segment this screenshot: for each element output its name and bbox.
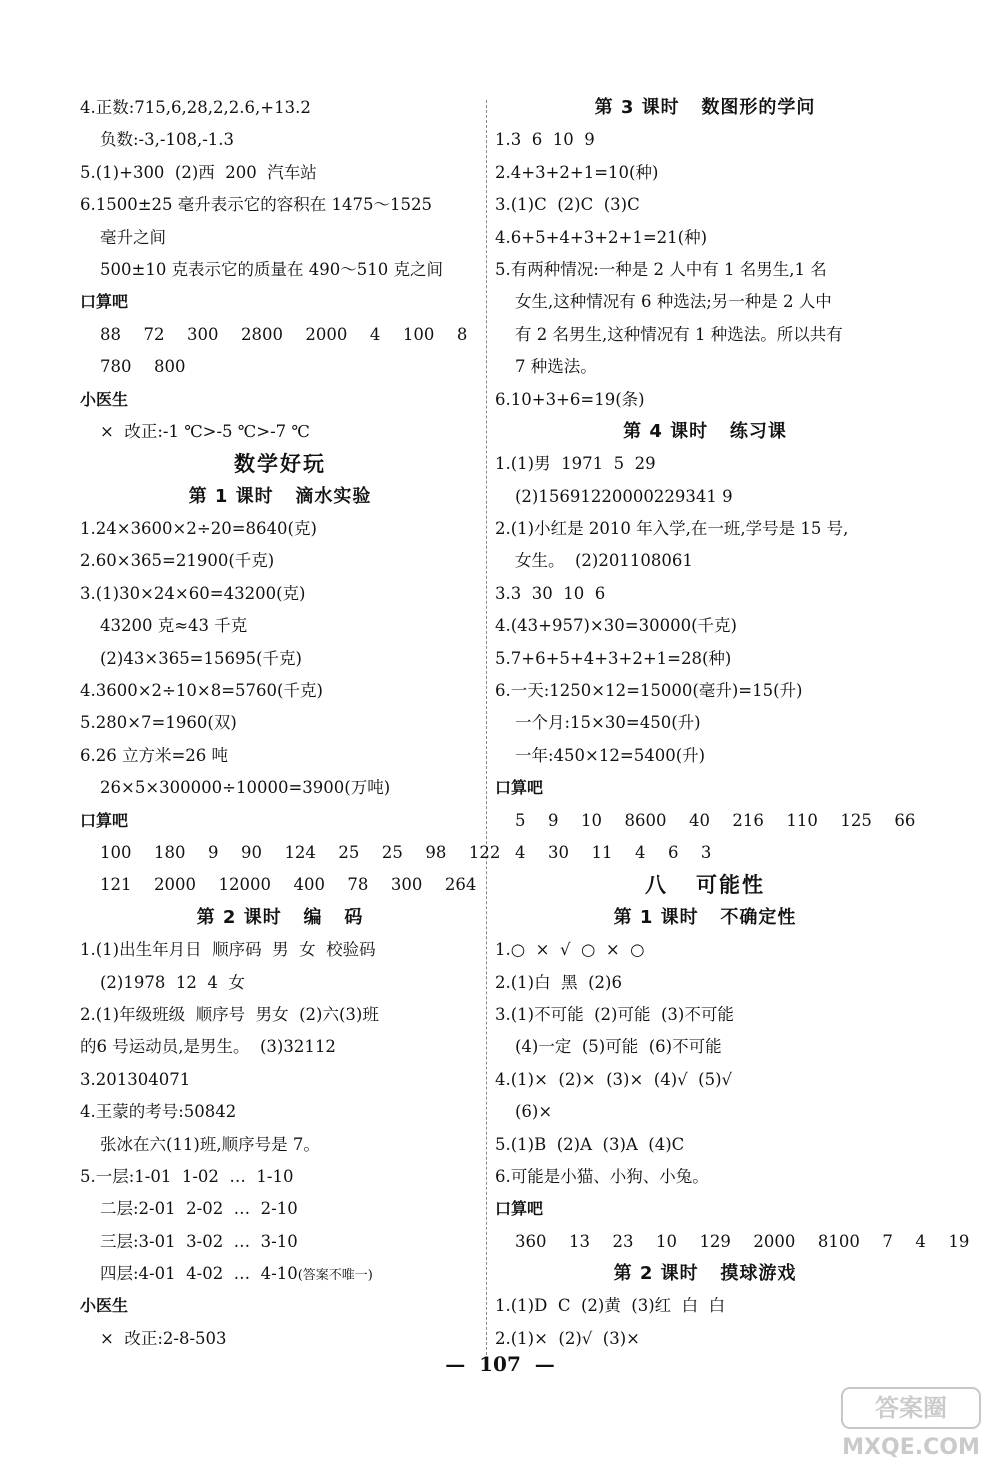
answer-line: (4)一定 (5)可能 (6)不可能 [515, 1037, 722, 1057]
answer-numbers: 360 13 23 10 129 2000 8100 7 4 19 [515, 1231, 970, 1251]
answer-line: 一个月:15×30=450(升) [515, 713, 701, 733]
answer-line: 2.60×365=21900(千克) [80, 551, 275, 571]
answer-numbers: 780 800 [100, 357, 186, 377]
answer-line: 4.(43+957)×30=30000(千克) [495, 616, 737, 636]
unit-title: 八 可能性 [645, 873, 765, 898]
answer-line: 6.可能是小猫、小狗、小兔。 [495, 1166, 709, 1186]
lesson-title: 第 2 课时 摸球游戏 [613, 1263, 797, 1285]
answer-line: (2)43×365=15695(千克) [100, 648, 302, 668]
answer-line: 2.(1)小红是 2010 年入学,在一班,学号是 15 号, [495, 519, 849, 539]
answer-numbers: 88 72 300 2800 2000 4 100 8 [100, 324, 468, 344]
answer-line: 500±10 克表示它的质量在 490～510 克之间 [100, 259, 444, 279]
page-number: — 107 — [445, 1352, 555, 1376]
section-label-mental-math: 口算吧 [495, 1199, 544, 1219]
answer-line: 6.一天:1250×12=15000(毫升)=15(升) [495, 681, 803, 701]
answer-line: 1.(1)D C (2)黄 (3)红 白 白 [495, 1296, 726, 1316]
answer-text: 四层:4-01 4-02 … 4-10 [100, 1264, 298, 1284]
answer-line: 1.3 6 10 9 [495, 130, 595, 150]
answer-line: 4.王蒙的考号:50842 [80, 1102, 237, 1122]
section-label-little-doctor: 小医生 [80, 389, 129, 409]
answer-line: 有 2 名男生,这种情况有 1 种选法。所以共有 [515, 324, 843, 344]
answer-line: 4.正数:715,6,28,2,2.6,+13.2 [80, 98, 311, 117]
answer-line: 6.1500±25 毫升表示它的容积在 1475～1525 [80, 195, 433, 215]
section-label-mental-math: 口算吧 [80, 292, 129, 312]
answer-line: 女生。 (2)201108061 [515, 551, 693, 571]
answer-line: (2)15691220000229341 9 [515, 486, 733, 506]
lesson-title: 第 4 课时 练习课 [623, 420, 787, 442]
section-label-mental-math: 口算吧 [495, 778, 544, 798]
answer-line: 3.3 30 10 6 [495, 583, 606, 603]
answer-line: 1.○ × √ ○ × ○ [495, 940, 645, 960]
answer-line: 负数:-3,-108,-1.3 [100, 130, 235, 150]
column-divider [486, 100, 487, 1370]
answer-line: 三层:3-01 3-02 … 3-10 [100, 1231, 298, 1251]
answer-numbers: 121 2000 12000 400 78 300 264 [100, 875, 477, 895]
answer-line [80, 1258, 480, 1290]
answer-line: 1.24×3600×2÷20=8640(克) [80, 519, 317, 539]
answer-line: 女生,这种情况有 6 种选法;另一种是 2 人中 [515, 292, 832, 312]
answer-line: × 改正:2-8-503 [100, 1328, 227, 1348]
section-label-mental-math: 口算吧 [80, 810, 129, 830]
answer-numbers: 100 180 9 90 124 25 25 98 122 [100, 842, 501, 862]
answer-line: 1.(1)男 1971 5 29 [495, 454, 656, 474]
answer-line: 5.有两种情况:一种是 2 人中有 1 名男生,1 名 [495, 259, 827, 279]
answer-numbers: 4 30 11 4 6 3 [515, 842, 712, 862]
answer-note: (答案不唯一) [297, 1268, 373, 1284]
answer-line: 4.6+5+4+3+2+1=21(种) [495, 227, 708, 247]
lesson-title: 第 2 课时 编 码 [196, 906, 364, 928]
answer-line: 6.10+3+6=19(条) [495, 389, 645, 409]
answer-line: 的6 号运动员,是男生。 (3)32112 [80, 1037, 336, 1057]
answer-line: 5.7+6+5+4+3+2+1=28(种) [495, 648, 732, 668]
section-label-little-doctor: 小医生 [80, 1296, 129, 1316]
answer-line: (2)1978 12 4 女 [100, 972, 245, 992]
answer-line: 3.(1)不可能 (2)可能 (3)不可能 [495, 1004, 734, 1024]
answer-line: 毫升之间 [100, 227, 166, 247]
answer-line: 4.3600×2÷10×8=5760(千克) [80, 681, 323, 701]
answer-line: 6.26 立方米=26 吨 [80, 745, 229, 765]
answer-line: 3.(1)30×24×60=43200(克) [80, 583, 306, 603]
answer-line: 7 种选法。 [515, 357, 597, 377]
left-column [80, 92, 501, 1355]
answer-line: 3.(1)C (2)C (3)C [495, 195, 640, 215]
answer-line: × 改正:-1 ℃>-5 ℃>-7 ℃ [100, 421, 310, 441]
answer-line: 张冰在六(11)班,顺序号是 7。 [100, 1134, 320, 1154]
watermark-text: MXQE.COM [842, 1435, 980, 1460]
answer-line: 43200 克≈43 千克 [100, 616, 248, 636]
answer-line: 4.(1)× (2)× (3)× (4)√ (5)√ [495, 1069, 733, 1089]
answer-line: 2.4+3+2+1=10(种) [495, 162, 659, 182]
answer-line: 5.(1)+300 (2)西 200 汽车站 [80, 162, 317, 182]
answer-line: 1.(1)出生年月日 顺序码 男 女 校验码 [80, 940, 376, 960]
answer-line: 5.280×7=1960(双) [80, 713, 237, 733]
unit-title: 数学好玩 [234, 452, 326, 477]
answer-line: 二层:2-01 2-02 … 2-10 [100, 1199, 298, 1219]
watermark-logo-text: 答案圈 [875, 1394, 947, 1422]
lesson-title: 第 3 课时 数图形的学问 [594, 97, 816, 118]
answer-line: 3.201304071 [80, 1069, 191, 1089]
answer-line: 5.一层:1-01 1-02 … 1-10 [80, 1166, 294, 1186]
answer-line: 5.(1)B (2)A (3)A (4)C [495, 1134, 685, 1154]
lesson-title: 第 1 课时 滴水实验 [188, 485, 372, 507]
answer-line: 2.(1)× (2)√ (3)× [495, 1328, 641, 1348]
answer-line: 26×5×300000÷10000=3900(万吨) [100, 778, 391, 798]
watermark-logo [836, 1384, 986, 1464]
lesson-title: 第 1 课时 不确定性 [613, 906, 797, 928]
answer-line: (6)× [515, 1102, 553, 1122]
answer-line: 2.(1)年级班级 顺序号 男女 (2)六(3)班 [80, 1004, 379, 1024]
answer-line: 2.(1)白 黑 (2)6 [495, 972, 622, 992]
answer-line: 一年:450×12=5400(升) [515, 745, 706, 765]
answer-numbers: 5 9 10 8600 40 216 110 125 66 [515, 810, 916, 830]
right-column [495, 92, 970, 1355]
